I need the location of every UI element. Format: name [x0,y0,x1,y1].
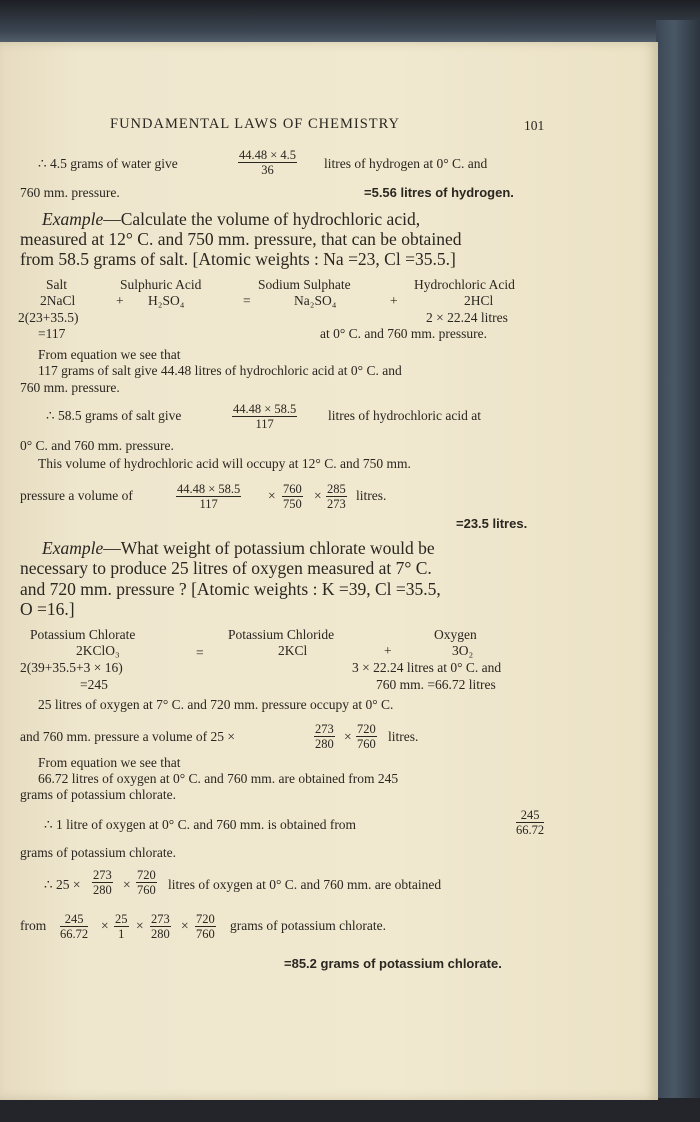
formula: 2NaCl [40,293,76,308]
formula: H₂SO₄ [148,293,185,308]
equation-row: 760 mm. =66.72 litres [376,677,496,692]
equation-row: 2(23+35.5) [18,310,79,325]
times-sign: × [314,488,322,503]
fraction: $\frac{760}{750}$ [283,482,302,511]
compound-name: Salt [46,277,68,292]
formula: 3O₂ [452,643,474,658]
calc-line: litres. [388,729,419,744]
formula: 2KCl [278,643,308,658]
operator: + [390,293,398,308]
compound-name: Hydrochloric Acid [414,277,515,292]
equation-row: 3 × 22.24 litres at 0° C. and [352,660,502,675]
fraction: $\frac{44.48 \times 4.5}{36}$ [239,148,297,177]
compound-name: Sodium Sulphate [258,277,351,292]
text-line: 117 grams of salt give 44.48 litres of hydrochloric acid at 0° C. and [38,363,402,378]
example-question: Example—Calculate the volume of hydrochloric acid, [42,209,421,229]
calc-line: litres of oxygen at 0° C. and 760 mm. are obtained [168,877,442,892]
running-header: FUNDAMENTAL LAWS OF CHEMISTRY [110,116,400,132]
equation-row: 2(39+35.5+3 × 16) [20,660,123,675]
times-sign: × [136,918,144,933]
text-line: grams of potassium chlorate. [20,787,176,802]
result-line: =23.5 litres. [456,516,528,531]
fraction: $\frac{44.48 \times 58.5}{117}$ [233,402,297,431]
fraction: $\frac{273}{280}$ [151,912,170,941]
calc-line: ∴ 58.5 grams of salt give [46,408,182,423]
text-line: 760 mm. pressure. [20,380,120,395]
calc-line: 760 mm. pressure. [20,185,120,200]
book-spine-edge [0,0,700,44]
times-sign: × [101,918,109,933]
fraction: $\frac{44.48 \times 58.5}{117}$ [177,482,241,511]
fraction: $\frac{25}{1}$ [115,912,128,941]
book-page [0,42,658,1100]
text-line: 25 litres of oxygen at 7° C. and 720 mm. pressure occupy at 0° C. [38,697,394,712]
fraction: $\frac{285}{273}$ [327,482,346,511]
operator: = [196,645,204,660]
formula: 2KClO₃ [76,643,120,658]
background-surface [0,1098,700,1122]
text-line: From equation we see that [38,347,181,362]
example-question: necessary to produce 25 litres of oxygen measured at 7° C. [20,558,432,578]
example-question: Example—What weight of potassium chlorate would be [42,538,435,558]
book-cover-edge [656,20,700,1100]
equation-row: at 0° C. and 760 mm. pressure. [320,326,487,341]
calc-line: grams of potassium chlorate. [230,918,386,933]
text-line: 66.72 litres of oxygen at 0° C. and 760 mm. are obtained from 245 [38,771,399,786]
fraction: $\frac{720}{760}$ [137,868,156,897]
text-line: From equation we see that [38,755,181,770]
calc-line: from [20,918,47,933]
calc-line: ∴ 1 litre of oxygen at 0° C. and 760 mm. is obtained from [44,817,357,832]
equation-row: 2 × 22.24 litres [426,310,508,325]
example-question: O =16.] [20,599,75,619]
result-line: =85.2 grams of potassium chlorate. [284,956,502,971]
equation-row: =117 [38,326,66,341]
example-question: from 58.5 grams of salt. [Atomic weights : Na =23, Cl =35.5.] [20,249,456,269]
calc-line: ∴ 25 × [44,877,81,892]
fraction: $\frac{273}{280}$ [315,722,334,751]
calc-line: pressure a volume of [20,488,133,503]
fraction: $\frac{245}{66.72}$ [60,912,89,941]
operator: + [384,643,392,658]
operator: + [116,293,124,308]
calc-line: 0° C. and 760 mm. pressure. [20,438,174,453]
times-sign: × [181,918,189,933]
text-line: This volume of hydrochloric acid will occupy at 12° C. and 750 mm. [38,456,411,471]
fraction: $\frac{273}{280}$ [93,868,112,897]
operator: = [243,293,251,308]
compound-name: Oxygen [434,627,477,642]
calc-line: litres of hydrochloric acid at [328,408,481,423]
calc-line: grams of potassium chlorate. [20,845,176,860]
example-question: measured at 12° C. and 750 mm. pressure, that can be obtained [20,229,462,249]
calc-line: ∴ 4.5 grams of water give [38,156,178,171]
calc-line: and 760 mm. pressure a volume of 25 × [20,729,235,744]
times-sign: × [344,729,352,744]
fraction: $\frac{720}{760}$ [357,722,376,751]
equation-row: =245 [80,677,108,692]
compound-name: Sulphuric Acid [120,277,202,292]
page-number: 101 [524,118,545,133]
formula: 2HCl [464,293,494,308]
compound-name: Potassium Chlorate [30,627,136,642]
example-question: and 720 mm. pressure ? [Atomic weights : K =39, Cl =35.5, [20,579,441,599]
times-sign: × [268,488,276,503]
compound-name: Potassium Chloride [228,627,335,642]
result-line: =5.56 litres of hydrogen. [364,185,514,200]
formula: Na₂SO₄ [294,293,337,308]
fraction: $\frac{720}{760}$ [196,912,215,941]
times-sign: × [123,877,131,892]
calc-line: litres. [356,488,387,503]
fraction: $\frac{245}{66.72}$ [516,808,545,837]
calc-line: litres of hydrogen at 0° C. and [324,156,488,171]
